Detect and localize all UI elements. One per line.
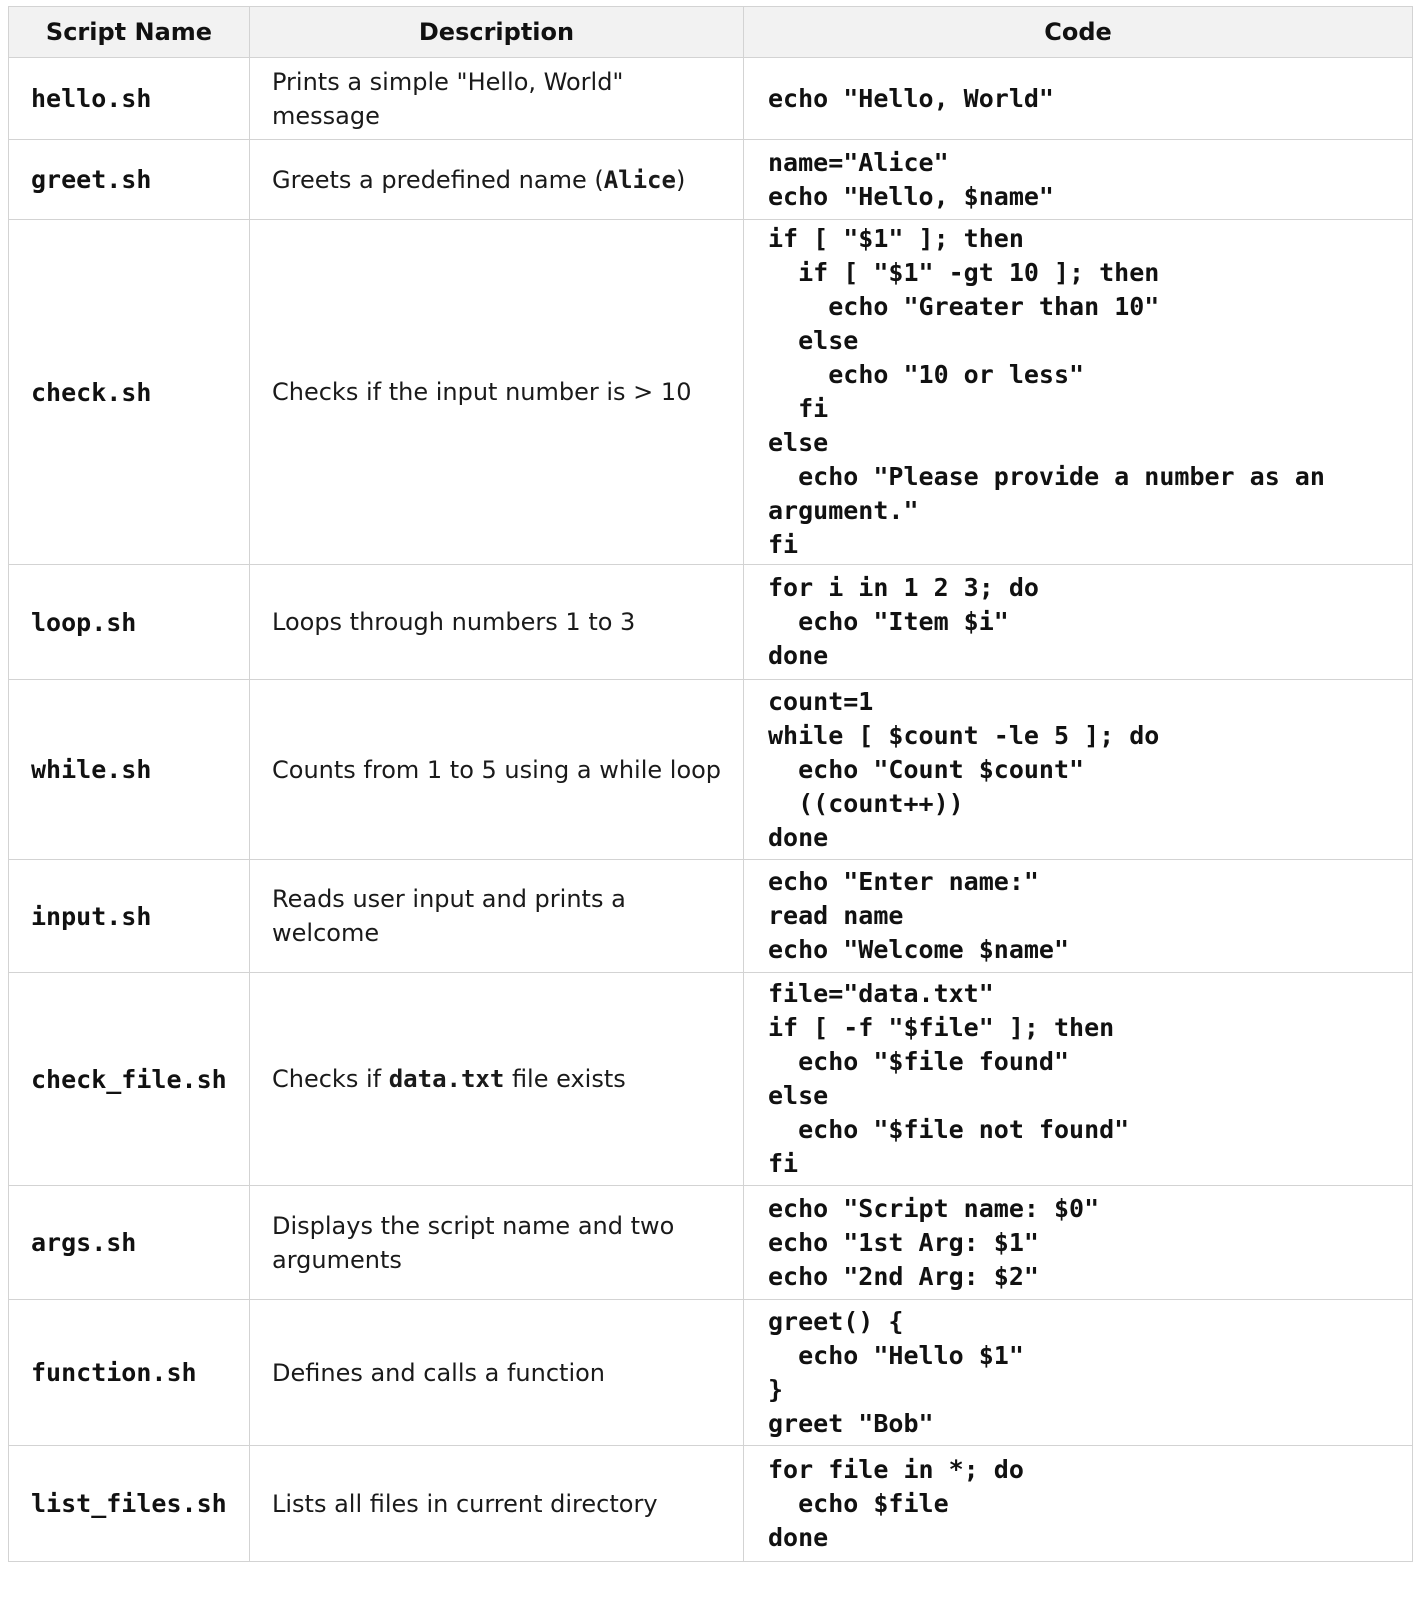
- header-script-name: Script Name: [9, 7, 250, 58]
- description-cell: [250, 565, 744, 680]
- code-cell: file="data.txt" if [ -f "$file" ]; then echo "$file found" else echo "$file not found" fi: [744, 973, 1413, 1186]
- description-cell: [250, 140, 744, 220]
- table-row: [9, 973, 1413, 1186]
- table-row: [9, 140, 1413, 220]
- description-text: Reads user input and prints a welcome: [272, 885, 626, 947]
- description-cell: [250, 680, 744, 860]
- table-row: [9, 680, 1413, 860]
- description-text: Checks if the input number is > 10: [272, 378, 692, 406]
- script-name-cell: greet.sh: [9, 140, 250, 220]
- code-cell: echo "Hello, World": [744, 58, 1413, 140]
- table-row: [9, 1186, 1413, 1300]
- code-cell: echo "Script name: $0" echo "1st Arg: $1" echo "2nd Arg: $2": [744, 1186, 1413, 1300]
- code-cell: count=1 while [ $count -le 5 ]; do echo "Count $count" ((count++)) done: [744, 680, 1413, 860]
- table-row: [9, 1446, 1413, 1562]
- description-text: Lists all files in current directory: [272, 1489, 658, 1518]
- inline-code: data.txt: [388, 1065, 505, 1093]
- header-row: [9, 7, 1413, 58]
- description-text: file exists: [504, 1065, 626, 1093]
- header-code: Code: [744, 7, 1413, 58]
- script-name-cell: hello.sh: [9, 58, 250, 140]
- description-cell: [250, 1186, 744, 1300]
- table-body: [9, 58, 1413, 1562]
- code-cell: for i in 1 2 3; do echo "Item $i" done: [744, 565, 1413, 680]
- description-cell: [250, 973, 744, 1186]
- description-text: ): [675, 165, 686, 194]
- inline-code: Alice: [603, 165, 676, 194]
- description-text: Defines and calls a function: [272, 1358, 605, 1387]
- table-row: [9, 860, 1413, 973]
- description-text: Prints a simple "Hello, World" message: [272, 67, 624, 130]
- description-text: Counts from 1 to 5 using a while loop: [272, 755, 722, 784]
- code-cell: name="Alice" echo "Hello, $name": [744, 140, 1413, 220]
- description-cell: [250, 860, 744, 973]
- table-row: [9, 220, 1413, 565]
- script-name-cell: loop.sh: [9, 565, 250, 680]
- header-description: Description: [250, 7, 744, 58]
- description-cell: [250, 1300, 744, 1446]
- table-row: [9, 1300, 1413, 1446]
- code-cell: greet() { echo "Hello $1" } greet "Bob": [744, 1300, 1413, 1446]
- description-text: Displays the script name and two arguments: [272, 1211, 675, 1274]
- description-cell: [250, 58, 744, 140]
- description-text: Greets a predefined name (: [272, 165, 604, 194]
- script-name-cell: check.sh: [9, 220, 250, 565]
- script-name-cell: list_files.sh: [9, 1446, 250, 1562]
- scripts-table: [8, 6, 1413, 1562]
- script-name-cell: args.sh: [9, 1186, 250, 1300]
- table-row: [9, 58, 1413, 140]
- description-text: Checks if: [272, 1065, 389, 1093]
- code-cell: for file in *; do echo $file done: [744, 1446, 1413, 1562]
- script-name-cell: check_file.sh: [9, 973, 250, 1186]
- code-cell: if [ "$1" ]; then if [ "$1" -gt 10 ]; then echo "Greater than 10" else echo "10 or less" fi else echo "Please provide a number as an argument." fi: [744, 220, 1413, 565]
- description-text: Loops through numbers 1 to 3: [272, 608, 636, 636]
- table-row: [9, 565, 1413, 680]
- script-name-cell: function.sh: [9, 1300, 250, 1446]
- table-header: [9, 7, 1413, 58]
- script-name-cell: while.sh: [9, 680, 250, 860]
- script-name-cell: input.sh: [9, 860, 250, 973]
- description-cell: [250, 220, 744, 565]
- description-cell: [250, 1446, 744, 1562]
- code-cell: echo "Enter name:" read name echo "Welcome $name": [744, 860, 1413, 973]
